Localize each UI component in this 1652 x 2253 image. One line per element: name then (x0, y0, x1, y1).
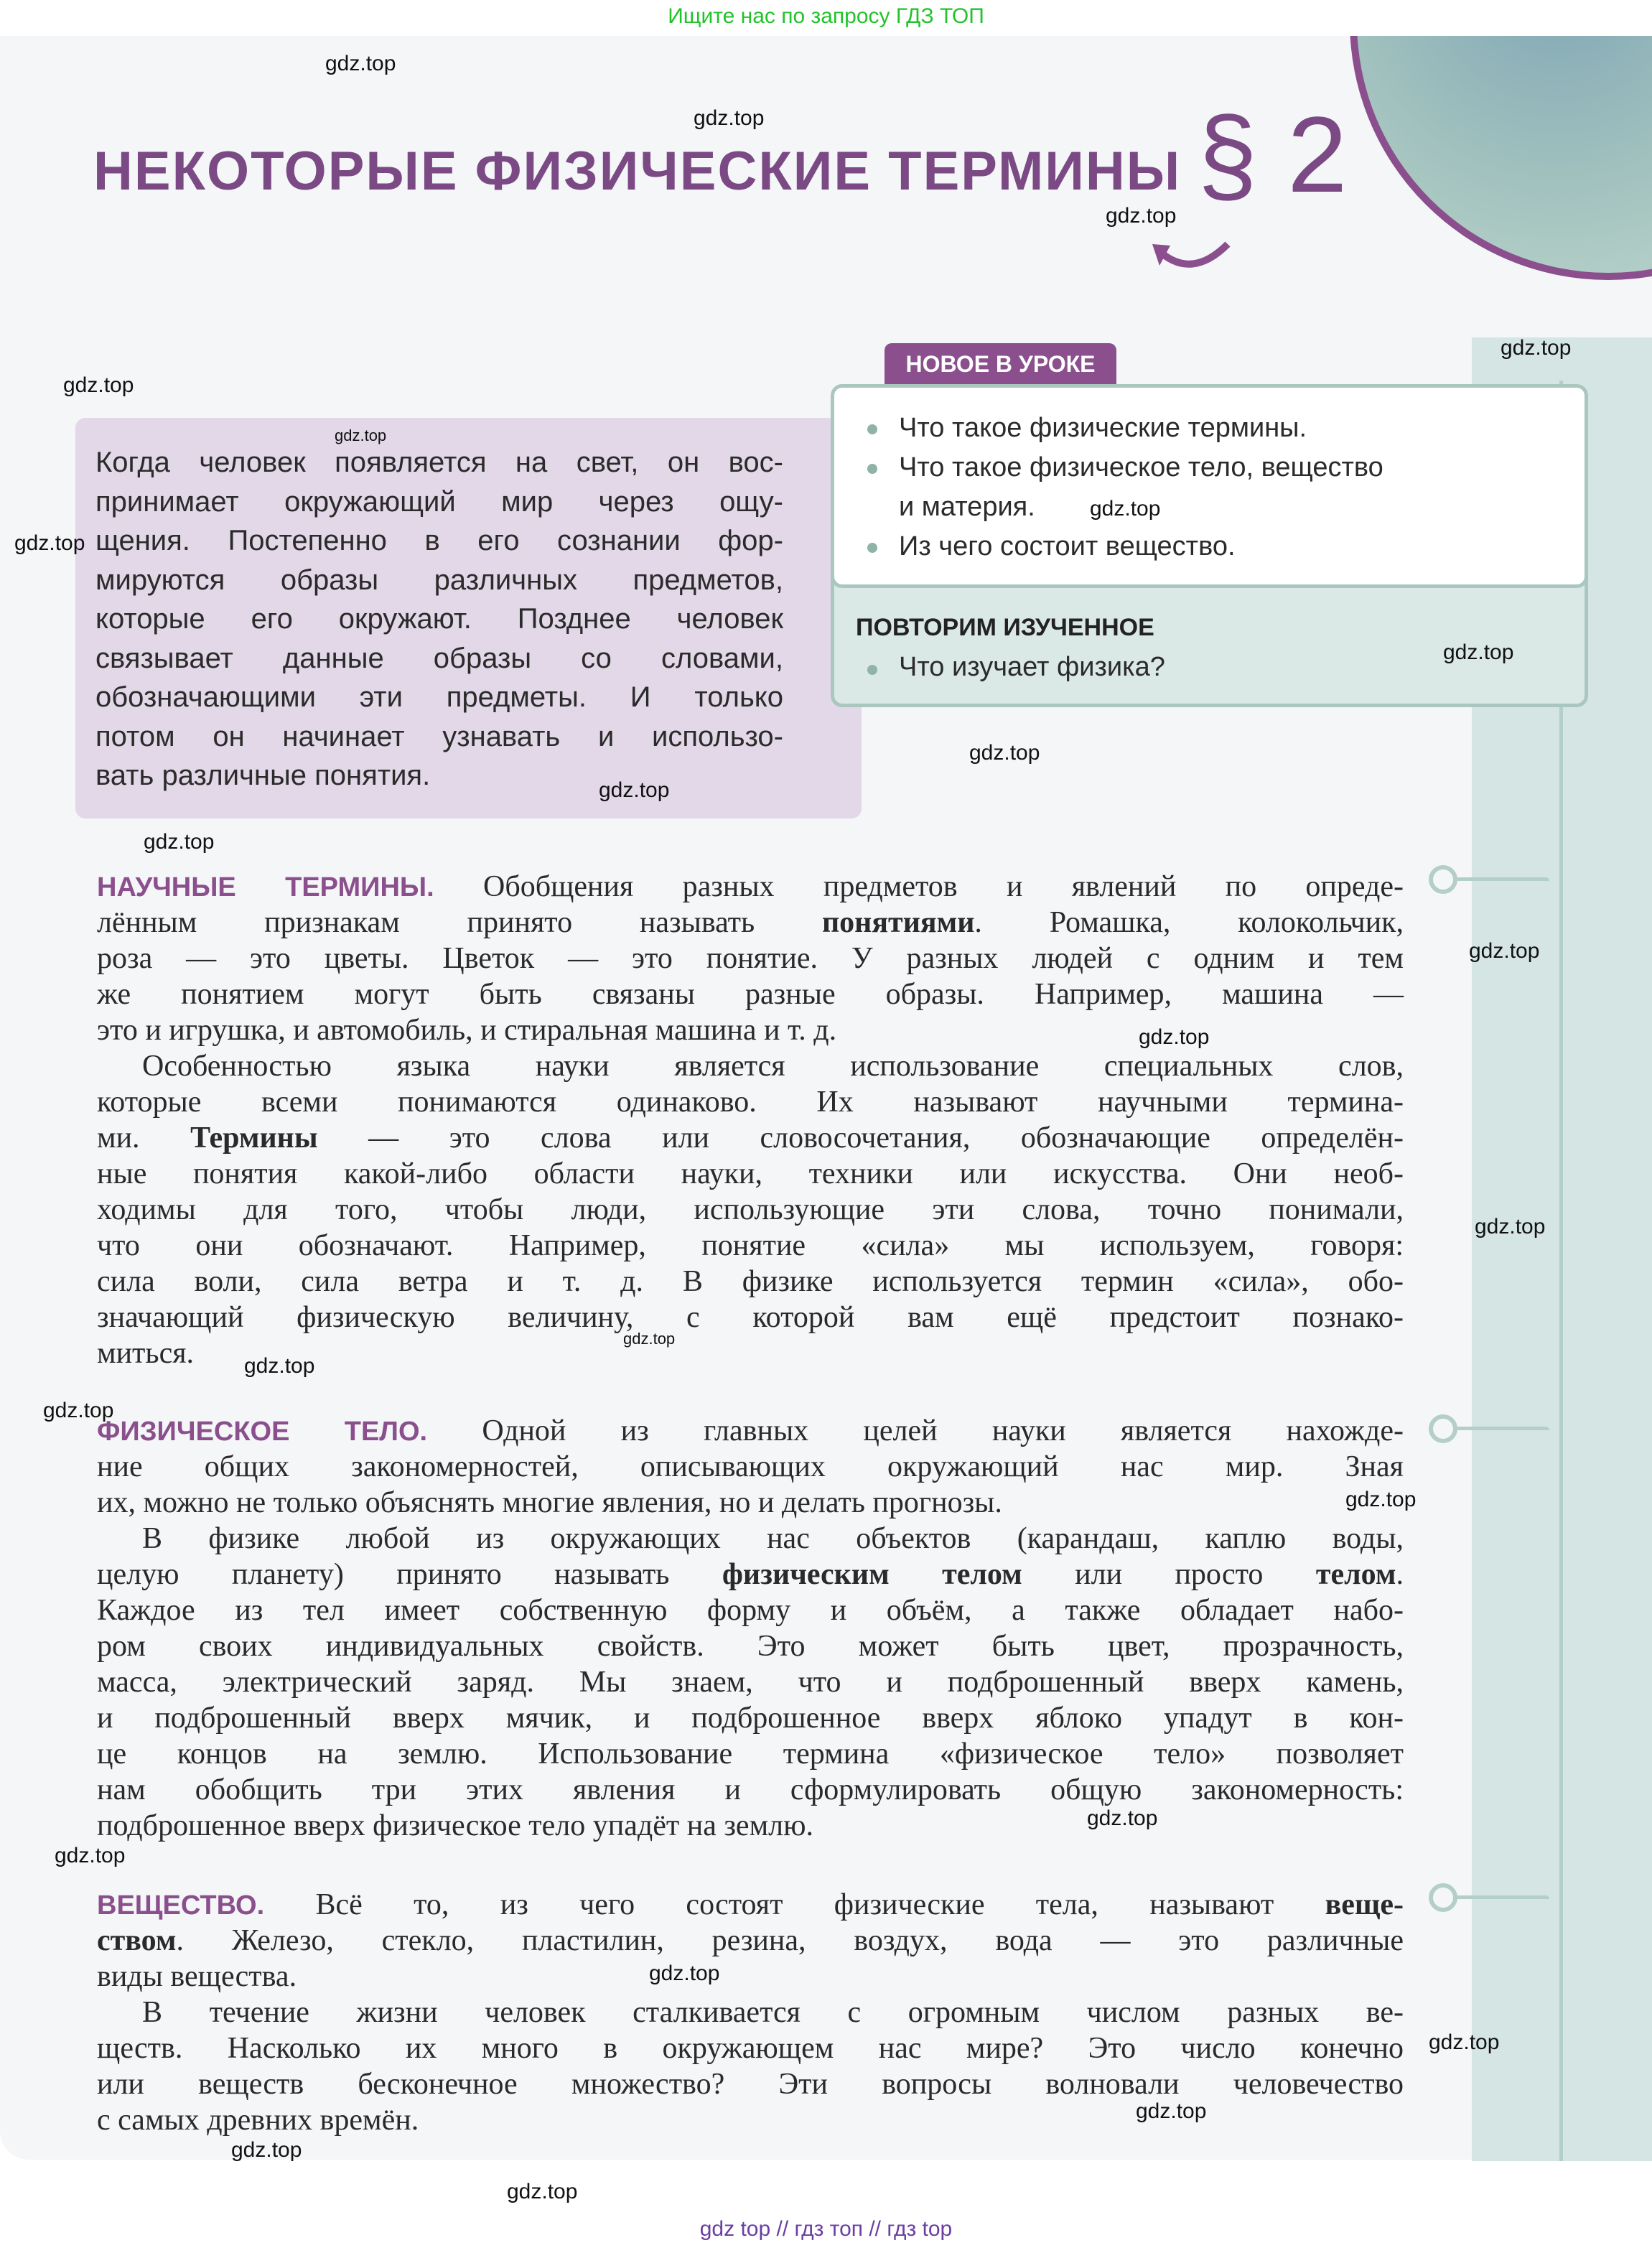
section-marker-icon (1429, 1883, 1457, 1912)
text-run: ходимы для того, чтобы люди, использующие эти слова, точно понимали, (97, 1193, 1404, 1226)
body-line (97, 1084, 1404, 1120)
watermark: gdz.top (244, 1354, 315, 1378)
text-run: Обобщения разных предметов и явлений по опреде- (434, 870, 1404, 903)
text-run: ные понятия какой-либо области науки, техники или искусства. Они необ- (97, 1157, 1404, 1190)
body-line (97, 1959, 1404, 1995)
watermark: gdz.top (63, 373, 134, 397)
text-run: которые всеми понимаются одинаково. Их называют научными термина- (97, 1086, 1404, 1119)
review-heading: ПОВТОРИМ ИЗУЧЕННОЕ (856, 614, 1154, 641)
body-line (97, 1664, 1404, 1700)
page-title: НЕКОТОРЫЕ ФИЗИЧЕСКИЕ ТЕРМИНЫ (93, 141, 1182, 202)
list-item: и материя. (899, 492, 1035, 522)
science-circle-illustration (1350, 36, 1652, 280)
watermark: gdz.top (649, 1962, 720, 1985)
watermark: gdz.top (14, 531, 85, 555)
body-line (97, 1413, 1404, 1450)
body-line (97, 1557, 1404, 1592)
watermark: gdz.top (1136, 2099, 1207, 2123)
watermark: gdz.top (1475, 1215, 1546, 1239)
text-run: . (1396, 1558, 1404, 1591)
body-line (97, 2066, 1404, 2102)
watermark: gdz.top (43, 1399, 114, 1422)
bullet-icon (867, 464, 877, 474)
text-run: значающий физическую величину, с которой вам ещё предстоит познако- (97, 1301, 1404, 1334)
section-heading: ВЕЩЕСТВО. (97, 1890, 265, 1921)
section-marker-icon (1429, 1414, 1457, 1443)
text-run: лённым признакам принято называть (97, 906, 822, 939)
section-number: § 2 (1198, 94, 1348, 215)
body-line (97, 1808, 1404, 1844)
watermark: gdz.top (623, 1330, 676, 1348)
text-run: и подброшенный вверх мячик, и подброшенное вверх яблоко упадут в кон- (97, 1702, 1404, 1735)
watermark: gdz.top (1139, 1025, 1210, 1049)
text-run: виды вещества. (97, 1960, 297, 1993)
watermark: gdz.top (1106, 204, 1177, 228)
text-run: В течение жизни человек сталкивается с огромным числом разных ве- (97, 1996, 1404, 2029)
footer-links[interactable]: gdz top // гдз топ // гдз top (699, 2217, 953, 2241)
text-run: это и игрушка, и автомобиль, и стиральная машина и т. д. (97, 1014, 837, 1047)
text-run: ми. (97, 1121, 191, 1155)
intro-line: мируются образы различных предметов, (95, 564, 783, 596)
body-line (97, 1449, 1404, 1485)
body-line (97, 1995, 1404, 2030)
intro-line: которые его окружают. Позднее человек (95, 603, 783, 635)
bold-term: физическим телом (722, 1558, 1022, 1591)
watermark: gdz.top (55, 1844, 126, 1867)
bold-term: ством (97, 1924, 177, 1957)
watermark: gdz.top (1345, 1488, 1417, 1511)
text-run: роза — это цветы. Цветок — это понятие. У разных людей с одним и тем (97, 942, 1404, 975)
watermark: gdz.top (1469, 939, 1540, 963)
connector-line (1456, 1427, 1549, 1430)
text-run: масса, электрический заряд. Мы знаем, что и подброшенный вверх камень, (97, 1666, 1404, 1699)
text-run: или веществ бесконечное множество? Эти вопросы волновали человечество (97, 2068, 1404, 2101)
text-run: — это слова или словосочетания, обозначающие определён- (317, 1121, 1404, 1155)
text-run: Особенностью языка науки является использование специальных слов, (97, 1050, 1404, 1083)
body-line (97, 905, 1404, 941)
body-line (97, 1592, 1404, 1628)
text-run: нам обобщить три этих явления и сформулировать общую закономерность: (97, 1773, 1404, 1806)
intro-line: связывает данные образы со словами, (95, 642, 783, 674)
bold-term: веще- (1325, 1888, 1404, 1921)
list-item: Из чего состоит вещество. (899, 531, 1236, 561)
watermark: gdz.top (1443, 640, 1514, 664)
text-run: подброшенное вверх физическое тело упадёт на землю. (97, 1809, 813, 1842)
body-line (97, 1772, 1404, 1808)
text-run: же понятием могут быть связаны разные образы. Например, машина — (97, 978, 1404, 1011)
body-line (97, 1887, 1404, 1923)
text-run: целую планету) принято называть (97, 1558, 722, 1591)
list-item: Что такое физические термины. (899, 413, 1307, 443)
text-run: ние общих закономерностей, описывающих окружающий нас мир. Зная (97, 1450, 1404, 1483)
bullet-icon (867, 424, 877, 434)
body-line (97, 1300, 1404, 1335)
text-run: Всё то, из чего состоят физические тела, называют (264, 1888, 1325, 1921)
body-line (97, 1628, 1404, 1664)
text-run: Каждое из тел имеет собственную форму и объём, а также обладает набо- (97, 1594, 1404, 1627)
list-item: Что такое физическое тело, вещество (899, 452, 1383, 482)
curved-arrow-icon (1149, 237, 1235, 294)
connector-line (1456, 877, 1549, 881)
watermark: gdz.top (325, 52, 396, 75)
watermark: gdz.top (969, 741, 1040, 765)
body-line (97, 1264, 1404, 1300)
section-heading: НАУЧНЫЕ ТЕРМИНЫ. (97, 872, 434, 902)
watermark: gdz.top (694, 106, 765, 130)
body-line (97, 976, 1404, 1012)
text-run: ром своих индивидуальных свойств. Это может быть цвет, прозрачность, (97, 1630, 1404, 1663)
text-run: или просто (1022, 1558, 1316, 1591)
body-line (97, 1700, 1404, 1736)
intro-line: обозначающими эти предметы. И только (95, 681, 783, 713)
text-run: их, можно не только объяснять многие явления, но и делать прогнозы. (97, 1486, 1002, 1519)
body-line (97, 1485, 1404, 1521)
body-line (97, 1736, 1404, 1772)
bullet-icon (867, 665, 877, 675)
text-run: сила воли, сила ветра и т. д. В физике используется термин «сила», обо- (97, 1265, 1404, 1298)
intro-line: щения. Постепенно в его сознании фор- (95, 525, 783, 556)
body-line (97, 869, 1404, 905)
text-run: Одной из главных целей науки является нахожде- (427, 1414, 1404, 1447)
text-run: миться. (97, 1337, 195, 1370)
bold-term: телом (1315, 1558, 1396, 1591)
watermark: gdz.top (1087, 1806, 1158, 1830)
text-run: В физике любой из окружающих нас объектов (карандаш, каплю воды, (97, 1522, 1404, 1555)
watermark: gdz.top (144, 830, 215, 854)
watermark: gdz.top (1090, 497, 1161, 521)
new-in-lesson-tab: НОВОЕ В УРОКЕ (885, 343, 1116, 385)
body-line (97, 2102, 1404, 2138)
body-line (97, 941, 1404, 976)
body-line (97, 1923, 1404, 1959)
watermark: gdz.top (599, 778, 670, 802)
text-run: что они обозначают. Например, понятие «сила» мы используем, говоря: (97, 1229, 1404, 1262)
list-item: Что изучает физика? (899, 652, 1165, 682)
watermark: gdz.top (231, 2138, 302, 2162)
text-run: с самых древних времён. (97, 2104, 419, 2137)
body-line (97, 1120, 1404, 1156)
bold-term: понятиями (821, 906, 975, 939)
text-run: . Железо, стекло, пластилин, резина, воздух, вода — это различные (176, 1924, 1404, 1957)
text-run: ществ. Насколько их много в окружающем нас мире? Это число конечно (97, 2032, 1404, 2065)
intro-line: вать различные понятия. (95, 760, 431, 791)
body-line (97, 2030, 1404, 2066)
watermark: gdz.top (1501, 336, 1572, 360)
intro-line: Когда человек появляется на свет, он вос- (95, 447, 783, 478)
text-run: . Ромашка, колокольчик, (974, 906, 1404, 939)
section-marker-icon (1429, 865, 1457, 894)
intro-line: принимает окружающий мир через ощу- (95, 485, 783, 518)
body-line (97, 1228, 1404, 1264)
search-banner[interactable]: Ищите нас по запросу ГДЗ ТОП (668, 4, 984, 28)
watermark: gdz.top (1429, 2030, 1500, 2054)
watermark: gdz.top (507, 2180, 578, 2203)
watermark: gdz.top (335, 426, 387, 444)
bold-term: Термины (190, 1121, 318, 1155)
intro-line: потом он начинает узнавать и использо- (95, 720, 783, 752)
body-line (97, 1156, 1404, 1192)
text-run: це концов на землю. Использование термина «физическое тело» позволяет (97, 1737, 1404, 1771)
body-line (97, 1521, 1404, 1557)
bullet-icon (867, 543, 877, 553)
section-heading: ФИЗИЧЕСКОЕ ТЕЛО. (97, 1417, 428, 1447)
body-line (97, 1192, 1404, 1228)
connector-line (1456, 1895, 1549, 1899)
body-line (97, 1048, 1404, 1084)
